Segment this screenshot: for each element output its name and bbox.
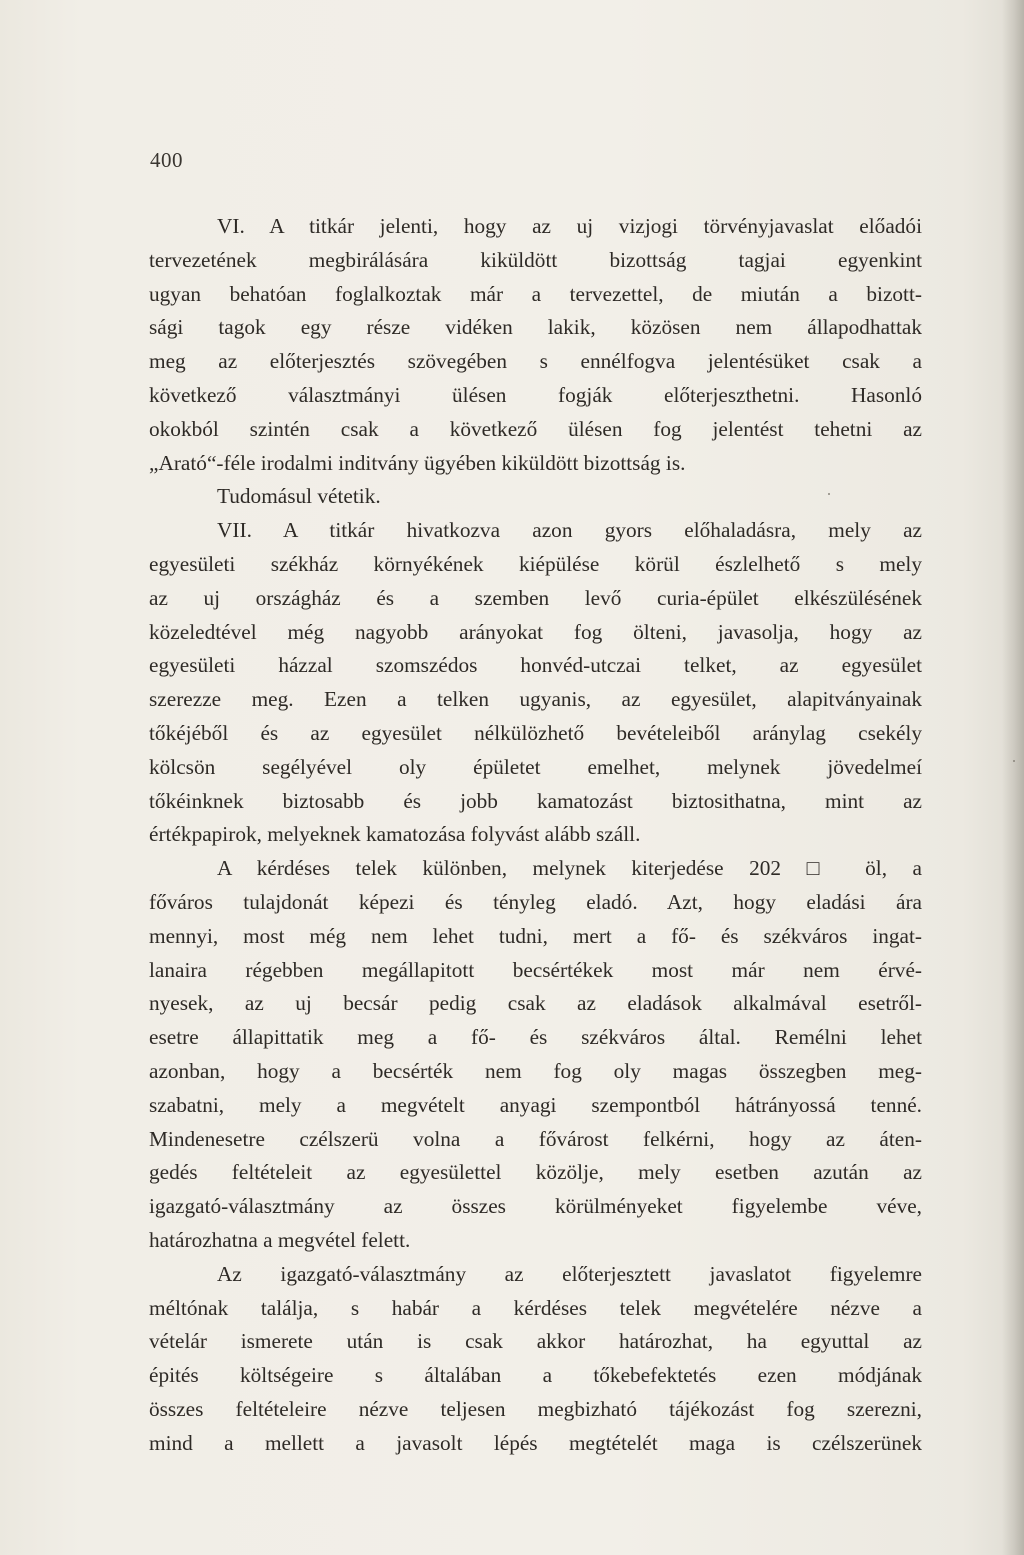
text-line: értékpapirok, melyeknek kamatozása folyvást alább száll. xyxy=(149,822,641,847)
text-line: VII. A titkár hivatkozva azon gyors előhaladásra, mely az xyxy=(217,518,922,543)
text-line: A kérdéses telek különben, melynek kiterjedése 202 □ öl, a xyxy=(217,856,922,881)
text-line: sági tagok egy része vidéken lakik, közösen nem állapodhattak xyxy=(149,315,922,340)
text-line: gedés feltételeit az egyesülettel közölje, mely esetben azután az xyxy=(149,1160,922,1185)
text-line: Tudomásul vétetik. xyxy=(217,484,381,509)
text-line: méltónak találja, s habár a kérdéses telek megvételére nézve a xyxy=(149,1295,922,1320)
text-line: közeledtével még nagyobb arányokat fog ölteni, javasolja, hogy az xyxy=(149,619,922,644)
text-line: tőkéjéből és az egyesület nélkülözhető bevételeiből aránylag csekély xyxy=(149,720,922,745)
text-line: mind a mellett a javasolt lépés megtételét maga is czélszerünek xyxy=(149,1430,922,1455)
text-line: épités költségeire s általában a tőkebefektetés ezen módjának xyxy=(149,1363,922,1388)
text-line: mennyi, most még nem lehet tudni, mert a fő- és székváros ingat- xyxy=(149,923,922,948)
text-line: összes feltételeire nézve teljesen megbizható tájékozást fog szerezni, xyxy=(149,1396,922,1421)
text-line: szerezze meg. Ezen a telken ugyanis, az egyesület, alapitványainak xyxy=(149,687,922,712)
page-number: 400 xyxy=(150,148,183,172)
text-line: szabatni, mely a megvételt anyagi szempontból hátrányossá tenné. xyxy=(149,1092,922,1117)
text-line: nyesek, az uj becsár pedig csak az eladások alkalmával esetről- xyxy=(149,991,922,1016)
text-line: egyesületi házzal szomszédos honvéd-utczai telket, az egyesület xyxy=(149,653,922,678)
print-speck xyxy=(1013,760,1015,762)
page-edge-shadow xyxy=(1002,0,1024,1555)
text-line: VI. A titkár jelenti, hogy az uj vizjogi törvényjavaslat előadói xyxy=(217,214,922,238)
body-text xyxy=(149,210,922,1460)
text-line: meg az előterjesztés szövegében s ennélfogva jelentésüket csak a xyxy=(149,349,922,374)
text-line: Az igazgató-választmány az előterjesztett javaslatot figyelemre xyxy=(217,1261,922,1286)
text-line: az uj országház és a szemben levő curia-épület elkészülésének xyxy=(149,585,922,610)
text-line: határozhatna a megvétel felett. xyxy=(149,1227,411,1252)
text-line: esetre állapittatik meg a fő- és székváros által. Remélni lehet xyxy=(149,1025,922,1050)
text-line: egyesületi székház környékének kiépülése körül észlelhető s mely xyxy=(149,551,922,576)
text-line: lanaira régebben megállapitott becsértékek most már nem érvé- xyxy=(149,957,922,982)
text-line: „Arató“-féle irodalmi inditvány ügyében kiküldött bizottság is. xyxy=(149,450,686,475)
text-line: azonban, hogy a becsérték nem fog oly magas összegben meg- xyxy=(149,1058,922,1083)
text-line: igazgató-választmány az összes körülményeket figyelembe véve, xyxy=(149,1194,922,1219)
text-line: Mindenesetre czélszerü volna a fővárost felkérni, hogy az áten- xyxy=(149,1126,922,1151)
text-line: kölcsön segélyével oly épületet emelhet, melynek jövedelmeí xyxy=(149,754,922,779)
text-line: okokból szintén csak a következő ülésen fog jelentést tehetni az xyxy=(149,416,922,441)
text-line: ugyan behatóan foglalkoztak már a tervezettel, de miután a bizott- xyxy=(149,281,922,306)
print-speck xyxy=(828,493,830,495)
text-line: tőkéinknek biztosabb és jobb kamatozást biztosithatna, mint az xyxy=(149,788,922,813)
text-line: főváros tulajdonát képezi és tényleg eladó. Azt, hogy eladási ára xyxy=(149,889,922,914)
text-line: vételár ismerete után is csak akkor határozhat, ha egyuttal az xyxy=(149,1329,922,1354)
text-line: következő választmányi ülésen fogják előterjeszthetni. Hasonló xyxy=(149,382,922,407)
text-line: tervezetének megbirálására kiküldött bizottság tagjai egyenkint xyxy=(149,247,922,272)
